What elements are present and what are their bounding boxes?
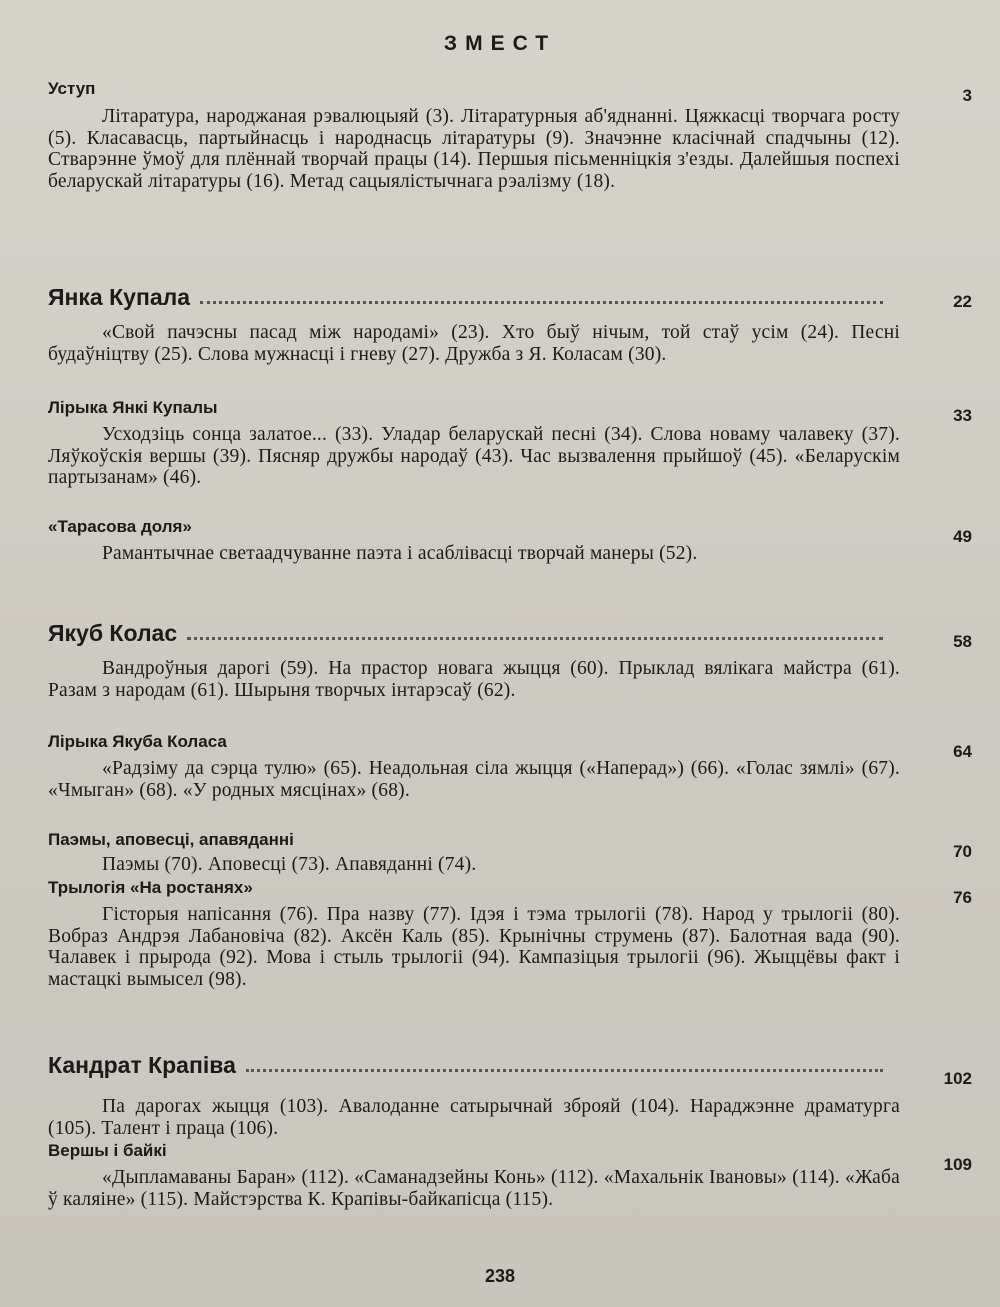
intro-heading: Уступ	[48, 79, 96, 98]
intro-page-number: 3	[962, 86, 972, 105]
subsection-heading: Трылогія «На ростанях»	[48, 878, 253, 897]
page-title: ЗМЕСТ	[443, 32, 557, 55]
leader-dots	[246, 1059, 883, 1072]
author-name: Якуб Колас	[48, 620, 178, 646]
intro-text: Літаратура, народжаная рэвалюцыяй (3). Літаратурныя аб'яднанні. Цяжкасці творчага росту (5). Класавасць, партыйнасць і народнасць літаратуры (9). Значэнне класічнай спадчыны (12). Стварэнне ўмоў для плённай творчай працы (14). Першыя пісьменніцкія з'езды. Далейшыя поспехі беларускай літаратуры (16). Метад сацыялістычнага рэалізму (18).	[48, 106, 900, 192]
subsection-page-number: 64	[953, 742, 972, 761]
section-title-kupala	[48, 284, 893, 311]
section-page-number: 58	[953, 632, 972, 651]
subsection-page-number: 49	[953, 527, 972, 546]
subsection-text: «Радзіму да сэрца тулю» (65). Неадольная сіла жыцця («Наперад») (66). «Голас зямлі» (67). «Чмыган» (68). «У родных мясцінах» (68).	[48, 758, 900, 801]
subsection-page-number: 70	[953, 842, 972, 861]
subsection-page-number: 109	[943, 1155, 972, 1174]
section-text: «Свой пачэсны пасад між народамі» (23). Хто быў нічым, той стаў усім (24). Песні будаўніцтву (25). Слова мужнасці і гневу (27). Дружба з Я. Коласам (30).	[48, 322, 900, 365]
subsection-text: Гісторыя напісання (76). Пра назву (77). Ідэя і тэма трылогіі (78). Народ у трылогіі (80). Вобраз Андрэя Лабановіча (82). Аксён Каль (85). Крынічны струмень (87). Балотная вада (90). Чалавек і прырода (92). Мова і стыль трылогіі (94). Кампазіцыя трылогіі (96). Жыццёвы факт і мастацкі вымысел (98).	[48, 904, 900, 990]
author-name: Кандрат Крапіва	[48, 1052, 236, 1078]
subsection-heading: Лірыка Янкі Купалы	[48, 398, 218, 417]
section-page-number: 22	[953, 292, 972, 311]
leader-dots	[187, 627, 883, 640]
leader-dots	[200, 291, 883, 304]
section-page-number: 102	[943, 1069, 972, 1088]
section-text: Па дарогах жыцця (103). Авалоданне сатырычнай зброяй (104). Нараджэнне драматурга (105). Талент і праца (106).	[48, 1096, 900, 1139]
subsection-text: Рамантычнае светаадчуванне паэта і асаблівасці творчай манеры (52).	[102, 543, 698, 564]
subsection-page-number: 76	[953, 888, 972, 907]
section-title-kolas	[48, 620, 893, 647]
subsection-heading: Вершы і байкі	[48, 1141, 167, 1160]
page-number-footer: 238	[484, 1266, 516, 1286]
subsection-heading: Паэмы, аповесці, апавяданні	[48, 830, 294, 849]
subsection-page-number: 33	[953, 406, 972, 425]
author-name: Янка Купала	[48, 284, 191, 310]
subsection-text: «Дыпламаваны Баран» (112). «Саманадзейны Конь» (112). «Махальнік Івановы» (114). «Жаба ў каляіне» (115). Майстэрства К. Крапівы-байкапісца (115).	[48, 1167, 900, 1210]
subsection-heading: «Тарасова доля»	[48, 517, 192, 536]
subsection-text: Усходзіць сонца залатое... (33). Уладар беларускай песні (34). Слова новаму чалавеку (37). Ляўкоўскія вершы (39). Пясняр дружбы народаў (43). Час вызвалення прыйшоў (45). «Беларускім партызанам» (46).	[48, 424, 900, 488]
subsection-heading: Лірыка Якуба Коласа	[48, 732, 227, 751]
subsection-text: Паэмы (70). Аповесці (73). Апавяданні (74).	[102, 854, 477, 875]
section-title-krapiva	[48, 1052, 893, 1079]
section-text: Вандроўныя дарогі (59). На прастор новага жыцця (60). Прыклад вялікага майстра (61). Разам з народам (61). Шырыня творчых інтарэсаў (62).	[48, 658, 900, 701]
